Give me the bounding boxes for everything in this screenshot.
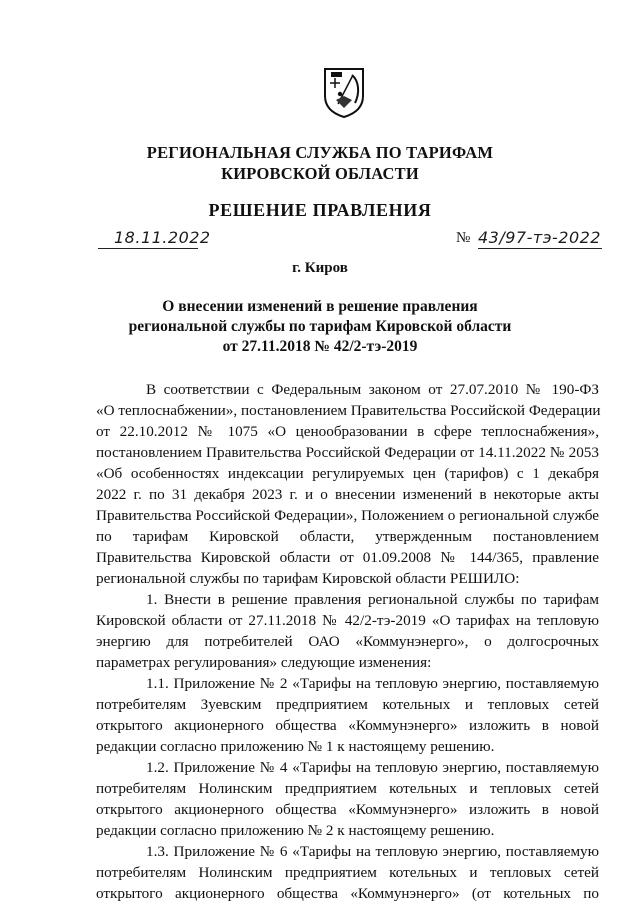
organization-name-line1: РЕГИОНАЛЬНАЯ СЛУЖБА ПО ТАРИФАМ [146,143,494,162]
body-line: «О теплоснабжении», постановлением Правительства Российской Федерации [96,402,601,419]
document-date: 18.11.2022 [114,228,211,247]
body-line: региональной службы по тарифам Кировской области РЕШИЛО: [96,570,520,587]
body-line: Кировской области от 27.11.2018 № 42/2-тэ-2019 «О тарифах на тепловую [96,612,599,629]
body-line: В соответствии с Федеральным законом от 27.07.2010 № 190-ФЗ [146,381,599,398]
number-sign: № [456,230,471,246]
body-line: 1.2. Приложение № 4 «Тарифы на тепловую энергию, поставляемую [146,759,599,776]
body-line: потребителям Нолинским предприятием котельных и тепловых сетей [96,864,599,881]
body-line: 2022 г. по 31 декабря 2023 г. и о внесении изменений в некоторые акты [96,486,599,503]
document-number: 43/97-тэ-2022 [478,228,601,247]
body-line: от 22.10.2012 № 1075 «О ценообразовании в сфере теплоснабжения», [96,423,599,440]
kirov-coat-of-arms [322,66,366,118]
body-line: параметрах регулирования» следующие изменения: [96,654,432,671]
body-line: постановлением Правительства Российской Федерации от 14.11.2022 № 2053 [96,444,599,461]
body-line: энергию для потребителей ОАО «Коммунэнерго», о долгосрочных [96,633,599,650]
body-line: по тарифам Кировской области, утвержденным постановлением [96,528,599,545]
subject-line1: О внесении изменений в решение правления [162,298,478,315]
body-line: Правительства Российской Федерации», Положением о региональной службе [96,507,599,524]
body-line: открытого акционерного общества «Коммунэнерго» (от котельных по [96,885,599,902]
body-line: Правительства Кировской области от 01.09.2008 № 144/365, правление [96,549,599,566]
organization-name-line2: КИРОВСКОЙ ОБЛАСТИ [221,164,419,183]
document-type-title: РЕШЕНИЕ ПРАВЛЕНИЯ [208,200,432,220]
body-line: потребителям Нолинским предприятием котельных и тепловых сетей [96,780,599,797]
subject-line3: от 27.11.2018 № 42/2-тэ-2019 [222,338,418,355]
body-line: открытого акционерного общества «Коммунэнерго» изложить в новой [96,801,599,818]
city-name: г. Киров [292,260,348,276]
date-underline [98,248,198,249]
body-line: потребителям Зуевским предприятием котельных и тепловых сетей [96,696,599,713]
body-line: «Об особенностях индексации регулируемых цен (тарифов) с 1 декабря [96,465,599,482]
number-underline [478,248,602,249]
document-number-field [478,228,602,252]
body-line: открытого акционерного общества «Коммунэнерго» изложить в новой [96,717,599,734]
body-line: 1.3. Приложение № 6 «Тарифы на тепловую энергию, поставляемую [146,843,599,860]
body-line: редакции согласно приложению № 2 к настоящему решению. [96,822,495,839]
body-line: 1.1. Приложение № 2 «Тарифы на тепловую энергию, поставляемую [146,675,599,692]
body-line: 1. Внести в решение правления региональной службы по тарифам [146,591,599,608]
body-line: редакции согласно приложению № 1 к настоящему решению. [96,738,495,755]
document-date-field [98,228,211,252]
subject-line2: региональной службы по тарифам Кировской области [128,318,512,335]
